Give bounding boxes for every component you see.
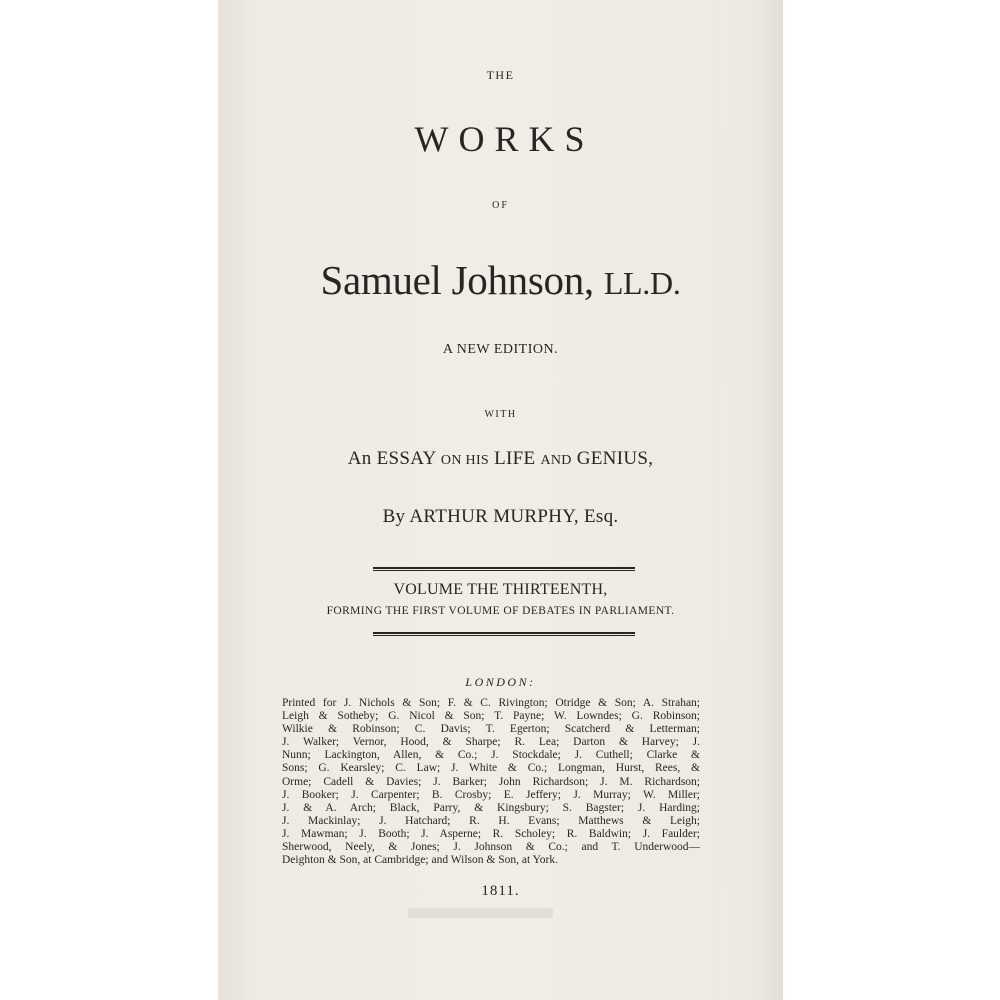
title-the: THE bbox=[486, 68, 515, 82]
faint-library-stamp bbox=[408, 908, 553, 918]
imprint-line: J. Booker; J. Carpenter; B. Crosby; E. Jeffery; J. Murray; W. Miller; bbox=[282, 788, 700, 801]
imprint-line: J. & A. Arch; Black, Parry, & Kingsbury; S. Bagster; J. Harding; bbox=[282, 801, 700, 814]
imprint-line: Sherwood, Neely, & Jones; J. Johnson & Co.; and T. Underwood— bbox=[282, 841, 700, 854]
forming-line: FORMING THE FIRST VOLUME OF DEBATES IN PARLIAMENT. bbox=[326, 605, 675, 617]
author-degree: LL.D. bbox=[603, 265, 681, 301]
imprint-line: Leigh & Sotheby; G. Nicol & Son; T. Payne; W. Lowndes; G. Robinson; bbox=[282, 710, 700, 723]
imprint-line: Printed for J. Nichols & Son; F. & C. Rivington; Otridge & Son; A. Strahan; bbox=[282, 697, 700, 709]
imprint-line: J. Mackinlay; J. Hatchard; R. H. Evans; Matthews & Leigh; bbox=[282, 814, 700, 827]
by-word: By bbox=[382, 506, 406, 527]
essay-main: ESSAY bbox=[376, 448, 436, 469]
title-of: OF bbox=[492, 200, 509, 211]
by-esq: Esq. bbox=[583, 506, 619, 527]
with-line: WITH bbox=[484, 409, 517, 420]
essay-line bbox=[218, 448, 783, 470]
by-name: ARTHUR MURPHY, bbox=[409, 506, 579, 527]
essay-an: An bbox=[347, 448, 372, 469]
volume-line: VOLUME THE THIRTEENTH, bbox=[393, 581, 608, 598]
title-works: WORKS bbox=[414, 119, 595, 159]
double-rule-bottom bbox=[373, 632, 635, 636]
imprint-place: LONDON: bbox=[465, 675, 536, 689]
double-rule-top bbox=[373, 567, 635, 571]
essay-on-his: ON HIS bbox=[440, 453, 490, 468]
imprint-line: Nunn; Lackington, Allen, & Co.; J. Stockdale; J. Cuthell; Clarke & bbox=[282, 749, 700, 762]
imprint-block bbox=[282, 697, 700, 867]
imprint-line: J. Walker; Vernor, Hood, & Sharpe; R. Lea; Darton & Harvey; J. bbox=[282, 736, 700, 749]
edition-line: A NEW EDITION. bbox=[442, 342, 559, 357]
by-line bbox=[218, 506, 783, 528]
author-name-line bbox=[218, 256, 783, 304]
publication-year: 1811. bbox=[481, 883, 520, 899]
imprint-line: Orme; Cadell & Davies; J. Barker; John Richardson; J. M. Richardson; bbox=[282, 775, 700, 788]
imprint-line: Sons; G. Kearsley; C. Law; J. White & Co.; Longman, Hurst, Rees, & bbox=[282, 762, 700, 775]
imprint-line: Wilkie & Robinson; C. Davis; T. Egerton; Scatcherd & Letterman; bbox=[282, 723, 700, 736]
title-page bbox=[218, 0, 783, 1000]
author-name: Samuel Johnson, bbox=[320, 257, 594, 303]
imprint-line: J. Mawman; J. Booth; J. Asperne; R. Scholey; R. Baldwin; J. Faulder; bbox=[282, 827, 700, 840]
essay-life: LIFE bbox=[494, 448, 536, 469]
essay-and: AND bbox=[540, 453, 572, 468]
imprint-line: Deighton & Son, at Cambridge; and Wilson & Son, at York. bbox=[282, 854, 558, 867]
essay-genius: GENIUS, bbox=[576, 448, 654, 469]
